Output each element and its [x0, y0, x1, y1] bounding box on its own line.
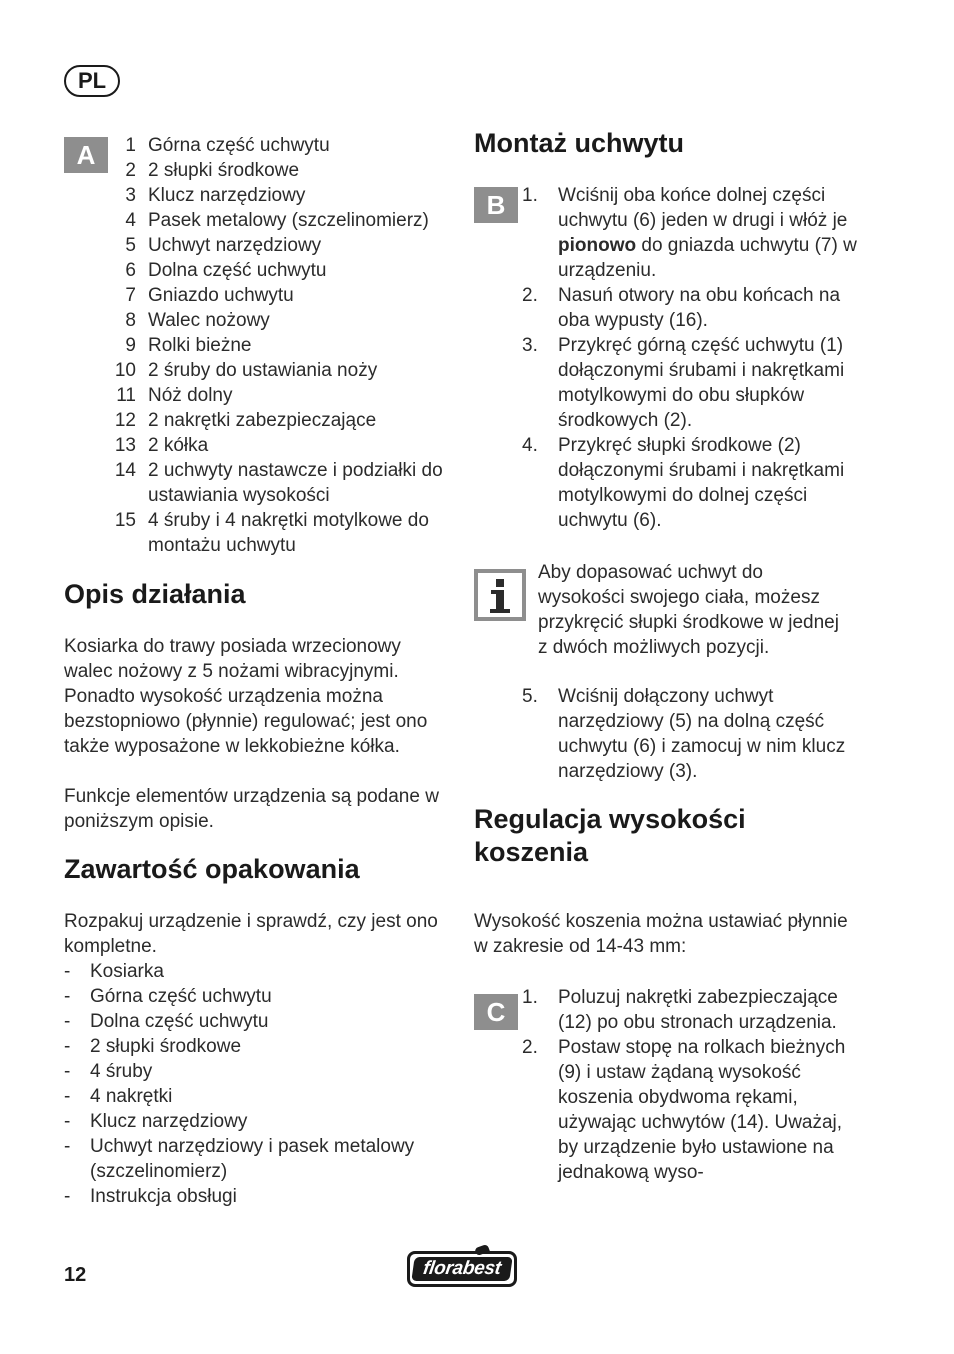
- step-number: 2.: [522, 285, 538, 306]
- contents-list-item: - 4 nakrętki: [64, 1084, 454, 1109]
- regulacja-intro: Wysokość koszenia można ustawiać płynnie w zakresie od 14-43 mm:: [474, 911, 848, 957]
- figure-ref-c: C: [474, 994, 518, 1030]
- item-text: Górna część uchwytu: [148, 135, 330, 156]
- step-text: Wciśnij dołączony uchwyt narzędziowy (5) na dolną część uchwytu (6) i zamocuj w nim klucz narzędziowy (3).: [558, 686, 846, 782]
- item-text: Klucz narzędziowy: [148, 185, 306, 206]
- regulacja-steps: [522, 985, 867, 1185]
- contents-list-item: - Uchwyt narzędziowy i pasek metalowy (szczelinomierz): [64, 1134, 454, 1184]
- parts-list-item: [106, 283, 451, 308]
- step-text: Nasuń otwory na obu końcach na oba wypusty (16).: [558, 285, 841, 331]
- montaz-step-5: [522, 684, 867, 784]
- parts-list-item: [106, 383, 451, 408]
- montaz-step: [522, 283, 867, 333]
- item-number: 1: [125, 135, 136, 156]
- info-note: Aby dopasować uchwyt do wysokości swojego ciała, możesz przykręcić słupki środkowe w jednej z dwóch możliwych pozycji.: [538, 562, 839, 658]
- item-text: 2 słupki środkowe: [148, 160, 300, 181]
- parts-list-item: [106, 308, 451, 333]
- contents-list-item: - Górna część uchwytu: [64, 984, 454, 1009]
- item-number: 11: [116, 385, 136, 406]
- item-text: 2 śruby do ustawiania noży: [148, 360, 378, 381]
- section-title-opis: Opis działania: [64, 579, 246, 609]
- step-number: 3.: [522, 335, 538, 356]
- opis-body-2: Funkcje elementów urządzenia są podane w poniższym opisie.: [64, 786, 439, 832]
- item-number: 6: [125, 260, 136, 281]
- montaz-step: [522, 333, 867, 433]
- figure-ref-a: A: [64, 137, 108, 173]
- contents-list-item: - Klucz narzędziowy: [64, 1109, 454, 1134]
- section-title-montaz: Montaż uchwytu: [474, 128, 684, 158]
- item-text: Dolna część uchwytu: [148, 260, 327, 281]
- montaz-steps-continued: [522, 283, 867, 533]
- item-number: 14: [114, 460, 136, 481]
- item-number: 15: [114, 510, 136, 531]
- contents-list-item: - 2 słupki środkowe: [64, 1034, 454, 1059]
- item-text: 4 śruby i 4 nakrętki motylkowe do montażu uchwytu: [148, 510, 429, 556]
- contents-list-item: - Dolna część uchwytu: [64, 1009, 454, 1034]
- zawartosc-intro: Rozpakuj urządzenie i sprawdź, czy jest ono kompletne.: [64, 911, 438, 957]
- montaz-step: [522, 183, 867, 283]
- contents-list-item: - 4 śruby: [64, 1059, 454, 1084]
- florabest-logo: [407, 1251, 517, 1287]
- parts-list-item: [106, 183, 451, 208]
- opis-body: Kosiarka do trawy posiada wrzecionowy walec nożowy z 5 nożami wibracyjnymi. Ponadto wysokość urządzenia można bezstopniowo (płynnie) regulować; jest ono także wyposażone w lekkobieżne kółka.: [64, 636, 428, 757]
- item-text: Nóż dolny: [148, 385, 233, 406]
- step-number: 5.: [522, 686, 538, 707]
- parts-list-item: [106, 233, 451, 258]
- page-number: 12: [64, 1264, 87, 1286]
- montaz-steps: [522, 183, 867, 283]
- item-number: 12: [114, 410, 136, 431]
- item-text: 2 nakrętki zabezpieczające: [148, 410, 377, 431]
- step-number: 2.: [522, 1037, 538, 1058]
- info-icon: [474, 569, 526, 621]
- parts-list-item: [106, 208, 451, 233]
- parts-list-item: [106, 408, 451, 433]
- parts-list-item: [106, 158, 451, 183]
- contents-list-item: - Instrukcja obsługi: [64, 1184, 454, 1209]
- parts-list-item: [106, 333, 451, 358]
- language-badge: PL: [64, 65, 120, 97]
- step-text: Przykręć górną część uchwytu (1) dołączonymi śrubami i nakrętkami motylkowymi do obu słupków środkowych (2).: [558, 335, 845, 431]
- item-text: Rolki bieżne: [148, 335, 252, 356]
- step-text-post: do gniazda uchwytu (7) w urządzeniu.: [558, 235, 857, 281]
- step-text: Postaw stopę na rolkach bieżnych (9) i ustaw żądaną wysokość koszenia obydwoma rękami, używając uchwytów (14). Uważaj, by urządzenie było ustawione na jednakową wyso-: [558, 1037, 846, 1183]
- brand-name: florabest: [411, 1257, 512, 1281]
- leaf-icon: [474, 1244, 490, 1256]
- item-text: Pasek metalowy (szczelinomierz): [148, 210, 429, 231]
- parts-list-item: [106, 433, 451, 458]
- item-number: 5: [125, 235, 136, 256]
- item-text: 2 uchwyty nastawcze i podziałki do ustawiania wysokości: [148, 460, 443, 506]
- parts-list: [106, 133, 451, 558]
- step-number: 4.: [522, 435, 538, 456]
- parts-list-item: [106, 508, 451, 558]
- regulacja-step: [522, 985, 867, 1035]
- parts-list-item: [106, 458, 451, 508]
- parts-list-item: [106, 358, 451, 383]
- item-number: 2: [125, 160, 136, 181]
- parts-list-item: [106, 258, 451, 283]
- item-number: 8: [125, 310, 136, 331]
- item-number: 13: [114, 435, 136, 456]
- item-text: Uchwyt narzędziowy: [148, 235, 322, 256]
- item-number: 10: [114, 360, 136, 381]
- montaz-step: [522, 684, 867, 784]
- step-text: Poluzuj nakrętki zabezpieczające (12) po obu stronach urządzenia.: [558, 987, 838, 1033]
- step-text-bold: pionowo: [558, 235, 637, 256]
- contents-list: [64, 959, 454, 1209]
- montaz-step: [522, 433, 867, 533]
- item-text: Gniazdo uchwytu: [148, 285, 294, 306]
- contents-list-item: - Kosiarka: [64, 959, 454, 984]
- item-text: 2 kółka: [148, 435, 209, 456]
- item-number: 9: [125, 335, 136, 356]
- step-text: Przykręć słupki środkowe (2) dołączonymi śrubami i nakrętkami motylkowymi do dolnej części uchwytu (6).: [558, 435, 845, 531]
- section-title-zawartosc: Zawartość opakowania: [64, 854, 360, 884]
- regulacja-step: [522, 1035, 867, 1185]
- step-number: 1.: [522, 987, 538, 1008]
- section-title-regulacja: Regulacja wysokości koszenia: [474, 804, 746, 867]
- item-text: Walec nożowy: [148, 310, 270, 331]
- item-number: 7: [125, 285, 136, 306]
- item-number: 4: [125, 210, 136, 231]
- parts-list-item: [106, 133, 451, 158]
- item-number: 3: [125, 185, 136, 206]
- step-text-pre: Wciśnij oba końce dolnej części uchwytu (6) jeden w drugi i włóż je: [558, 185, 848, 231]
- figure-ref-b: B: [474, 187, 518, 223]
- step-number: 1.: [522, 185, 538, 206]
